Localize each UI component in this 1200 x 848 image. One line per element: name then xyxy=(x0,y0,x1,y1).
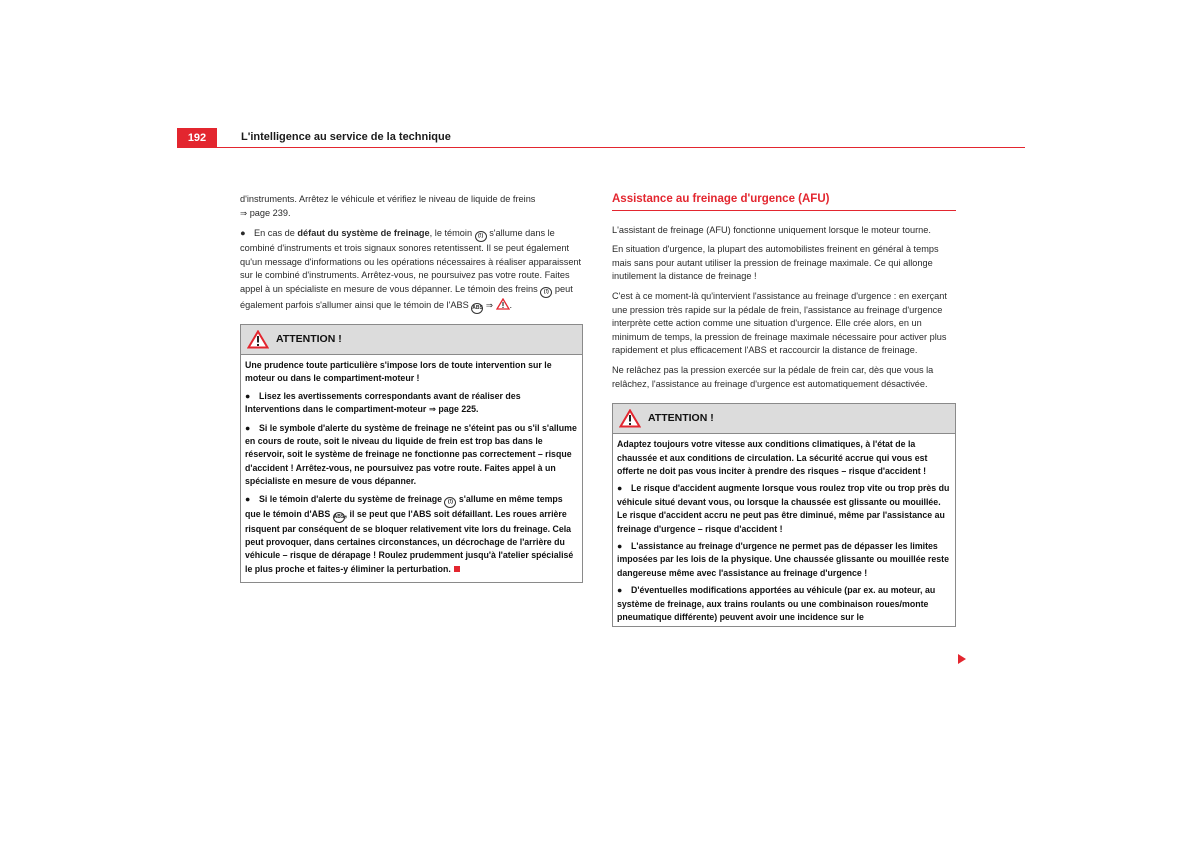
bullet-icon: ● xyxy=(240,228,246,239)
page-header xyxy=(177,128,1025,148)
abs-warning-icon: ABS xyxy=(333,512,345,523)
continue-arrow-icon[interactable] xyxy=(958,654,966,664)
warning-body: Adaptez toujours votre vitesse aux conditions climatiques, à l'état de la chaussée et aux conditions de circulation. La sécurité accrue qui vous est offerte ne doit pas vous inciter à prendre des risques – risque d'accident ! ● Le risque d'accident augmente lorsque vous roulez trop vite ou trop près du véhicule situé devant vous, ou lorsque la chaussée est glissante ou mouillée. Le risque d'accident accru ne peut pas être diminué, même par l'assistance au freinage d'urgence – risque d'accident ! ● L'assistance au freinage d'urgence ne permet pas de dépasser les limites imposées par les lois de la physique. Une chaussée glissante ou mouillée reste dangereuse même avec l'assistance au freinage d'urgence ! ● D'éventuelles modifications apportées au véhicule (par ex. au moteur, au système de freinage, aux trains roulants ou une combinaison roues/monte pneumatique différente) peuvent avoir une incidence sur le xyxy=(613,434,955,626)
warning-title: ATTENTION ! xyxy=(276,332,342,345)
body-paragraph: En situation d'urgence, la plupart des automobilistes freinent en général à temps mais sans pour autant utiliser la pression de freinage maximale. Ce qui allonge inutilement la distance de freinage ! xyxy=(612,244,939,282)
page-number: 192 xyxy=(177,128,217,148)
body-paragraph: C'est à ce moment-là qu'intervient l'assistance au freinage d'urgence : en exerçant une pression très rapide sur la pédale de frein, l'assistance au freinage d'urgence interprète cette action comme une situation d'urgence. Elle crée alors, en un minimum de temps, la pression de freinage maximale nécessaire pour activer plus rapidement et plus efficacement l'ABS et raccourcir la distance de freinage. xyxy=(612,290,947,356)
warning-header xyxy=(613,404,955,434)
body-paragraph: L'assistant de freinage (AFU) fonctionne uniquement lorsque le moteur tourne. xyxy=(612,224,931,235)
header-rule xyxy=(217,147,1025,148)
warning-triangle-icon xyxy=(619,409,641,428)
section-end-marker xyxy=(454,566,460,572)
chapter-title: L'intelligence au service de la technique xyxy=(241,131,451,143)
cross-reference-link[interactable]: page 239. xyxy=(249,207,291,218)
left-column xyxy=(240,193,583,583)
arrow-icon: ⇒ xyxy=(485,300,493,311)
warning-box xyxy=(240,324,583,583)
warning-bullet: ● L'assistance au freinage d'urgence ne permet pas de dépasser les limites imposées par les lois de la physique. Une chaussée glissante ou mouillée reste dangereuse même avec l'assistance au freinage d'urgence ! xyxy=(617,540,949,578)
warning-bullet: ● Le risque d'accident augmente lorsque vous roulez trop vite ou trop près du véhicule situé devant vous, ou lorsque la chaussée est glissante ou mouillée. Le risque d'accident accru ne peut pas être diminué, même par l'assistance au freinage d'urgence – risque d'accident ! xyxy=(617,483,950,534)
warning-body: Une prudence toute particulière s'impose lors de toute intervention sur le moteur ou dans le compartiment-moteur ! ● Lisez les avertissements correspondants avant de réaliser des Interventions dans le compartiment-moteur ⇒ page 225. ● Si le symbole d'alerte du système de freinage ne s'éteint pas ou s'il s'allume en cours de route, soit le niveau du liquide de frein est trop bas dans le réservoir, soit le système de freinage ne fonctionne pas correctement – risque d'accident ! Arrêtez-vous, ne poursuivez pas votre route. Faites appel à un spécialiste en mesure de vous dépanner. ● Si le témoin d'alerte du système de freinage (!) s'allume en même temps que le témoin d'ABS ABS, il se peut que l'ABS soit défaillant. Les roues arrière risquent par conséquent de se bloquer relativement vite lors du freinage. Cela peut provoquer, dans certaines circonstances, un décrochage de l'arrière du véhicule – risque de dérapage ! Roulez prudemment jusqu'à l'atelier spécialisé le plus proche et faites-y éliminer la perturbation. xyxy=(241,355,582,582)
brake-warning-icon: (!) xyxy=(475,231,487,242)
section-title: Assistance au freinage d'urgence (AFU) xyxy=(612,193,956,211)
warning-header xyxy=(241,325,582,355)
warning-bullet: ● Si le témoin d'alerte du système de freinage (!) s'allume en même temps que le témoin d'ABS ABS, il se peut que l'ABS soit défaillant. Les roues arrière risquent par conséquent de se bloquer relativement vite lors du freinage. Cela peut provoquer, dans certaines circonstances, un décrochage de l'arrière du véhicule – risque de dérapage ! Roulez prudemment jusqu'à l'atelier spécialisé le plus proche et faites-y éliminer la perturbation. xyxy=(245,493,574,574)
cross-reference-link[interactable]: page 225. xyxy=(438,404,479,415)
right-column xyxy=(612,193,956,627)
warning-triangle-icon[interactable] xyxy=(496,298,510,310)
brake-fault-bullet: ● En cas de défaut du système de freinage, le témoin (!) s'allume dans le combiné d'instruments et trois signaux sonores retentissent. Il se peut également qu'un message d'informations ou les opérations nécessaires à réaliser apparaissent sur le combiné d'instruments. Arrêtez-vous, ne poursuivez pas votre route. Faites appel à un spécialiste en mesure de vous dépanner. Le témoin des freins (!) peut également parfois s'allumer ainsi que le témoin de l'ABS ABS ⇒ . xyxy=(240,227,583,314)
warning-box xyxy=(612,403,956,627)
arrow-icon: ⇒ xyxy=(240,208,248,219)
warning-bullet: ● D'éventuelles modifications apportées au véhicule (par ex. au moteur, au système de freinage, aux trains roulants ou une combinaison roues/monte pneumatique différente) peuvent avoir une incidence sur le xyxy=(617,585,936,622)
brake-warning-icon: (!) xyxy=(540,287,552,298)
warning-triangle-icon xyxy=(247,330,269,349)
abs-warning-icon: ABS xyxy=(471,303,483,314)
warning-bullet: ● Si le symbole d'alerte du système de freinage ne s'éteint pas ou s'il s'allume en cours de route, soit le niveau du liquide de frein est trop bas dans le réservoir, soit le système de freinage ne fonctionne pas correctement – risque d'accident ! Arrêtez-vous, ne poursuivez pas votre route. Faites appel à un spécialiste en mesure de vous dépanner. xyxy=(245,422,577,487)
brake-warning-icon: (!) xyxy=(444,497,456,508)
body-paragraph: Ne relâchez pas la pression exercée sur la pédale de frein car, dès que vous la relâchez, l'assistance au freinage d'urgence est automatiquement désactivée. xyxy=(612,364,934,389)
left-intro-paragraph: d'instruments. Arrêtez le véhicule et vérifiez le niveau de liquide de freins ⇒ page 239. xyxy=(240,194,536,219)
warning-bullet: ● Lisez les avertissements correspondants avant de réaliser des Interventions dans le compartiment-moteur ⇒ page 225. xyxy=(245,390,521,416)
warning-title: ATTENTION ! xyxy=(648,411,714,424)
